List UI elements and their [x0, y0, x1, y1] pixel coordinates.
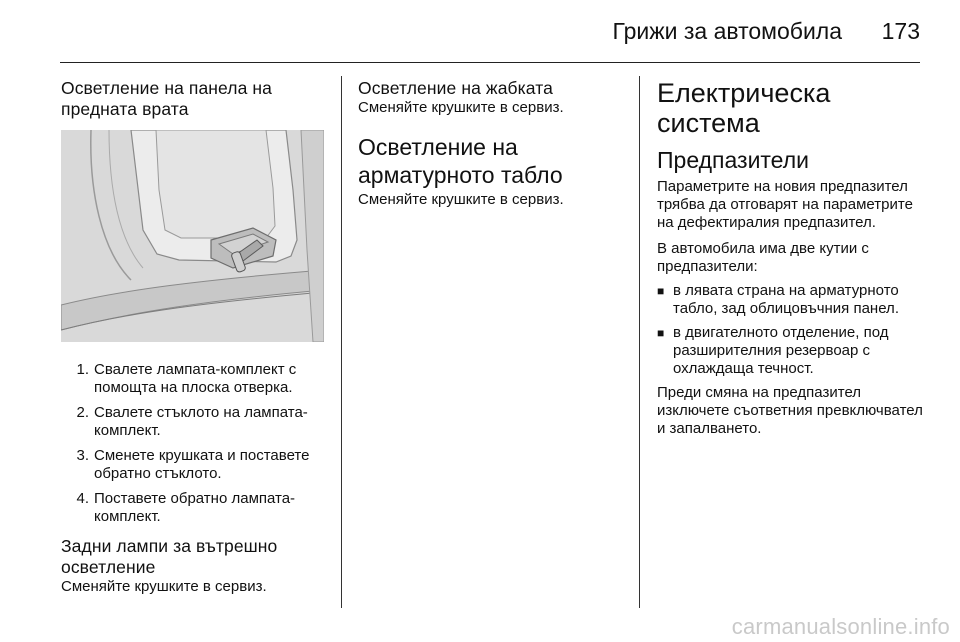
page-number: 173	[881, 18, 920, 44]
step-item	[61, 447, 329, 483]
bullet-square-icon: ■	[657, 326, 665, 340]
step-number: 4.	[76, 490, 89, 507]
column-divider-left	[341, 76, 342, 608]
step-text: Свалете лампата-комплект с помощта на плоска отверка.	[94, 361, 297, 396]
step-text: Сменете крушката и поставете обратно стъклото.	[94, 447, 310, 482]
step-list	[61, 361, 329, 526]
section-heading-dashboard-lighting: Осветление на арматурното табло	[358, 134, 563, 188]
fuse-boxes-paragraph: В автомобила има две кутии с предпазители:	[657, 240, 869, 275]
step-item	[61, 361, 329, 397]
column-glovebox-dashboard	[358, 78, 620, 209]
section-heading-door-panel-lighting: Осветление на панела на предната врата	[61, 78, 273, 119]
fuse-rating-paragraph: Параметрите на новия предпазител трябва да отговарят на параметрите на дефектиралия предпазител.	[657, 178, 913, 231]
list-item	[657, 282, 927, 318]
column-door-panel	[61, 78, 329, 596]
section-heading-rear-interior-lamps: Задни лампи за вътрешно осветление	[61, 536, 278, 577]
header-divider	[60, 62, 920, 63]
section-heading-fuses: Предпазители	[657, 147, 809, 173]
list-item	[657, 324, 927, 378]
glovebox-text: Сменяйте крушките в сервиз.	[358, 99, 564, 116]
section-heading-glovebox-lighting: Осветление на жабката	[358, 78, 553, 98]
chapter-title-electrical-system: Електрическа система	[657, 78, 831, 138]
list-item-text: в двигателното отделение, под разширителния резервоар с охлаждаща течност.	[673, 324, 889, 377]
step-item	[61, 490, 329, 526]
before-replacement-paragraph: Преди смяна на предпазител изключете съответния превключвател и запалването.	[657, 384, 923, 437]
fuse-box-list	[657, 282, 927, 378]
door-panel-lamp-illustration	[61, 130, 324, 342]
watermark: carmanualsonline.info	[731, 614, 950, 639]
page-header-title: Грижи за автомобила	[612, 18, 842, 44]
step-number: 3.	[76, 447, 89, 464]
step-item	[61, 404, 329, 440]
step-number: 2.	[76, 404, 89, 421]
dashboard-text: Сменяйте крушките в сервиз.	[358, 191, 564, 208]
step-number: 1.	[76, 361, 89, 378]
rear-lamps-text: Сменяйте крушките в сервиз.	[61, 578, 267, 595]
step-text: Свалете стъклото на лампата-комплект.	[94, 404, 308, 439]
list-item-text: в лявата страна на арматурното табло, зад облицовъчния панел.	[673, 282, 899, 317]
column-divider-right	[639, 76, 640, 608]
step-text: Поставете обратно лампата-комплект.	[94, 490, 296, 525]
column-electrical-system	[657, 78, 927, 438]
bullet-square-icon: ■	[657, 284, 665, 298]
